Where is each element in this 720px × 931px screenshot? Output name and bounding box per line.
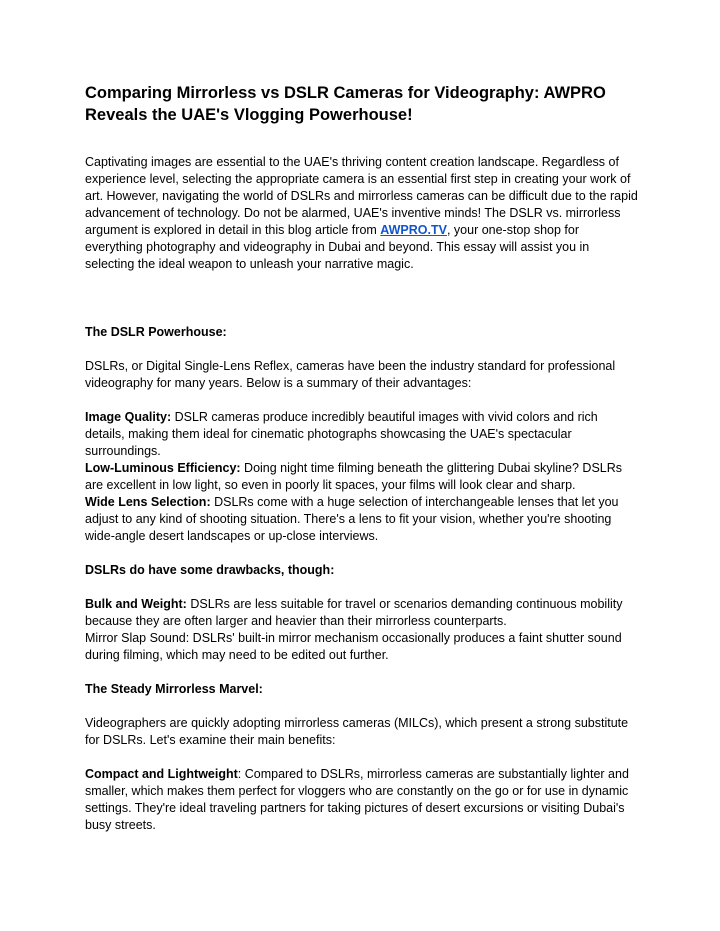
drawback-mirror-slap: Mirror Slap Sound: DSLRs' built-in mirror mechanism occasionally produces a faint shutter sound during filming, which may need to be edited out further. [85, 631, 622, 662]
advantage-label: Image Quality: [85, 410, 172, 424]
spacer [85, 307, 640, 324]
spacer [85, 664, 640, 681]
advantage-text: Doing night time filming beneath the glittering Dubai skyline? DSLRs are excellent in low light, so even in poorly lit spaces, your films will look clear and sharp. [85, 461, 623, 492]
mirrorless-intro-paragraph: Videographers are quickly adopting mirrorless cameras (MILCs), which present a strong substitute for DSLRs. Let's examine their main benefits: [85, 716, 629, 747]
drawbacks-section-heading: DSLRs do have some drawbacks, though: [85, 563, 335, 577]
intro-text-before-link: Captivating images are essential to the UAE's thriving content creation landscape. Regardless of experience level, selecting the appropriate camera is an essential first step in creating your work of art. However, navigating the world of DSLRs and mirrorless cameras can be difficult due to the rapid advancement of technology. Do not be alarmed, UAE's inventive minds! The DSLR vs. mirrorless argument is explored in detail in this blog article from [85, 155, 638, 237]
spacer [85, 698, 640, 715]
benefit-text: : Compared to DSLRs, mirrorless cameras are substantially lighter and smaller, which makes them perfect for vloggers who are constantly on the go or for use in dynamic settings. They're ideal traveling partners for taking pictures of desert excursions or visiting Dubai's busy streets. [85, 767, 629, 832]
benefit-label: Compact and Lightweight [85, 767, 238, 781]
advantage-text: DSLR cameras produce incredibly beautiful images with vivid colors and rich details, making them ideal for cinematic photographs showcasing the UAE's spectacular surroundings. [85, 410, 598, 458]
benefit-compact-lightweight [85, 766, 640, 834]
spacer [85, 579, 640, 596]
spacer [85, 341, 640, 358]
drawback-bulk-weight [85, 596, 640, 630]
advantage-label: Low-Luminous Efficiency: [85, 461, 241, 475]
spacer [85, 273, 640, 307]
advantage-image-quality [85, 409, 640, 460]
spacer [85, 392, 640, 409]
dslr-section-heading: The DSLR Powerhouse: [85, 325, 227, 339]
spacer [85, 749, 640, 766]
drawback-text: DSLRs are less suitable for travel or scenarios demanding continuous mobility because they are often larger and heavier than their mirrorless counterparts. [85, 597, 623, 628]
mirrorless-section-heading: The Steady Mirrorless Marvel: [85, 682, 263, 696]
spacer [85, 545, 640, 562]
advantage-label: Wide Lens Selection: [85, 495, 211, 509]
awpro-link[interactable]: AWPRO.TV [380, 223, 447, 237]
advantage-text: DSLRs come with a huge selection of interchangeable lenses that let you adjust to any kind of shooting situation. There's a lens to fit your vision, whether you're shooting wide-angle desert landscapes or up-close interviews. [85, 495, 619, 543]
intro-text-after-link: , your one-stop shop for everything photography and videography in Dubai and beyond. This essay will assist you in selecting the ideal weapon to unleash your narrative magic. [85, 223, 590, 271]
dslr-intro-paragraph: DSLRs, or Digital Single-Lens Reflex, cameras have been the industry standard for professional videography for many years. Below is a summary of their advantages: [85, 359, 616, 390]
advantage-lens-selection [85, 494, 640, 545]
intro-paragraph [85, 154, 640, 273]
page-title: Comparing Mirrorless vs DSLR Cameras for Videography: AWPRO Reveals the UAE's Vlogging Powerhouse! [85, 84, 606, 124]
drawback-label: Bulk and Weight: [85, 597, 187, 611]
advantage-low-light [85, 460, 640, 494]
